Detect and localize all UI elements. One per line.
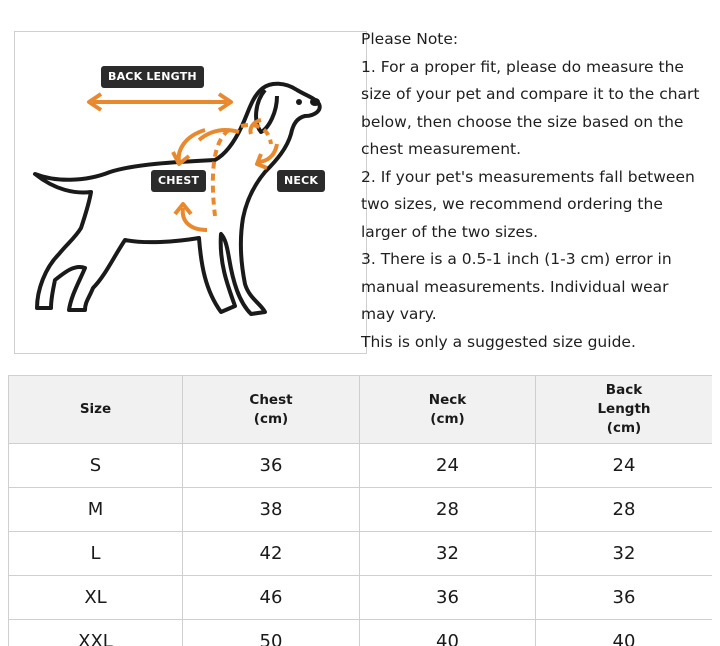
notes-line: may vary. <box>361 305 437 323</box>
cell-size: S <box>9 444 183 488</box>
size-table <box>8 375 712 646</box>
table-header-row <box>9 376 713 444</box>
cell-size: M <box>9 488 183 532</box>
cell-neck: 24 <box>360 444 536 488</box>
cell-neck: 40 <box>360 620 536 646</box>
cell-size: XL <box>9 576 183 620</box>
notes-line: chest measurement. <box>361 140 522 158</box>
cell-neck: 32 <box>360 532 536 576</box>
cell-chest: 42 <box>183 532 360 576</box>
cell-chest: 46 <box>183 576 360 620</box>
neck-measure-icon <box>241 120 277 168</box>
notes-heading: Please Note: <box>361 30 459 48</box>
header-chest: Chest (cm) <box>183 376 360 444</box>
cell-back-length: 28 <box>536 488 713 532</box>
notes-footer: This is only a suggested size guide. <box>361 332 636 351</box>
cell-back-length: 36 <box>536 576 713 620</box>
back-length-tag: BACK LENGTH <box>101 66 204 88</box>
cell-chest: 36 <box>183 444 360 488</box>
notes-line: manual measurements. Individual wear <box>361 277 669 296</box>
chest-tag: CHEST <box>151 170 206 192</box>
table-row <box>9 532 713 576</box>
notes-line: two sizes, we recommend ordering the <box>361 195 663 213</box>
cell-chest: 50 <box>183 620 360 646</box>
table-row <box>9 576 713 620</box>
size-chart <box>8 375 712 646</box>
table-row <box>9 488 713 532</box>
cell-back-length: 24 <box>536 444 713 488</box>
cell-back-length: 32 <box>536 532 713 576</box>
cell-size: L <box>9 532 183 576</box>
notes-line: 2. If your pet's measurements fall between <box>361 167 695 186</box>
notes-line: larger of the two sizes. <box>361 222 539 241</box>
cell-chest: 38 <box>183 488 360 532</box>
back-length-arrow-icon <box>89 94 231 110</box>
measurement-illustration <box>14 31 367 354</box>
cell-size: XXL <box>9 620 183 646</box>
notes-line: 1. For a proper fit, please do measure the <box>361 57 684 76</box>
header-neck: Neck (cm) <box>360 376 536 444</box>
header-back-length: Back Length (cm) <box>536 376 713 444</box>
header-size: Size <box>9 376 183 444</box>
table-row <box>9 444 713 488</box>
cell-neck: 28 <box>360 488 536 532</box>
notes-line: size of your pet and compare it to the chart <box>361 85 700 103</box>
notes-line: below, then choose the size based on the <box>361 112 684 131</box>
size-notes <box>361 26 717 356</box>
table-row <box>9 620 713 646</box>
cell-back-length: 40 <box>536 620 713 646</box>
notes-line: 3. There is a 0.5-1 inch (1-3 cm) error in <box>361 250 672 268</box>
neck-tag: NECK <box>277 170 325 192</box>
cell-neck: 36 <box>360 576 536 620</box>
